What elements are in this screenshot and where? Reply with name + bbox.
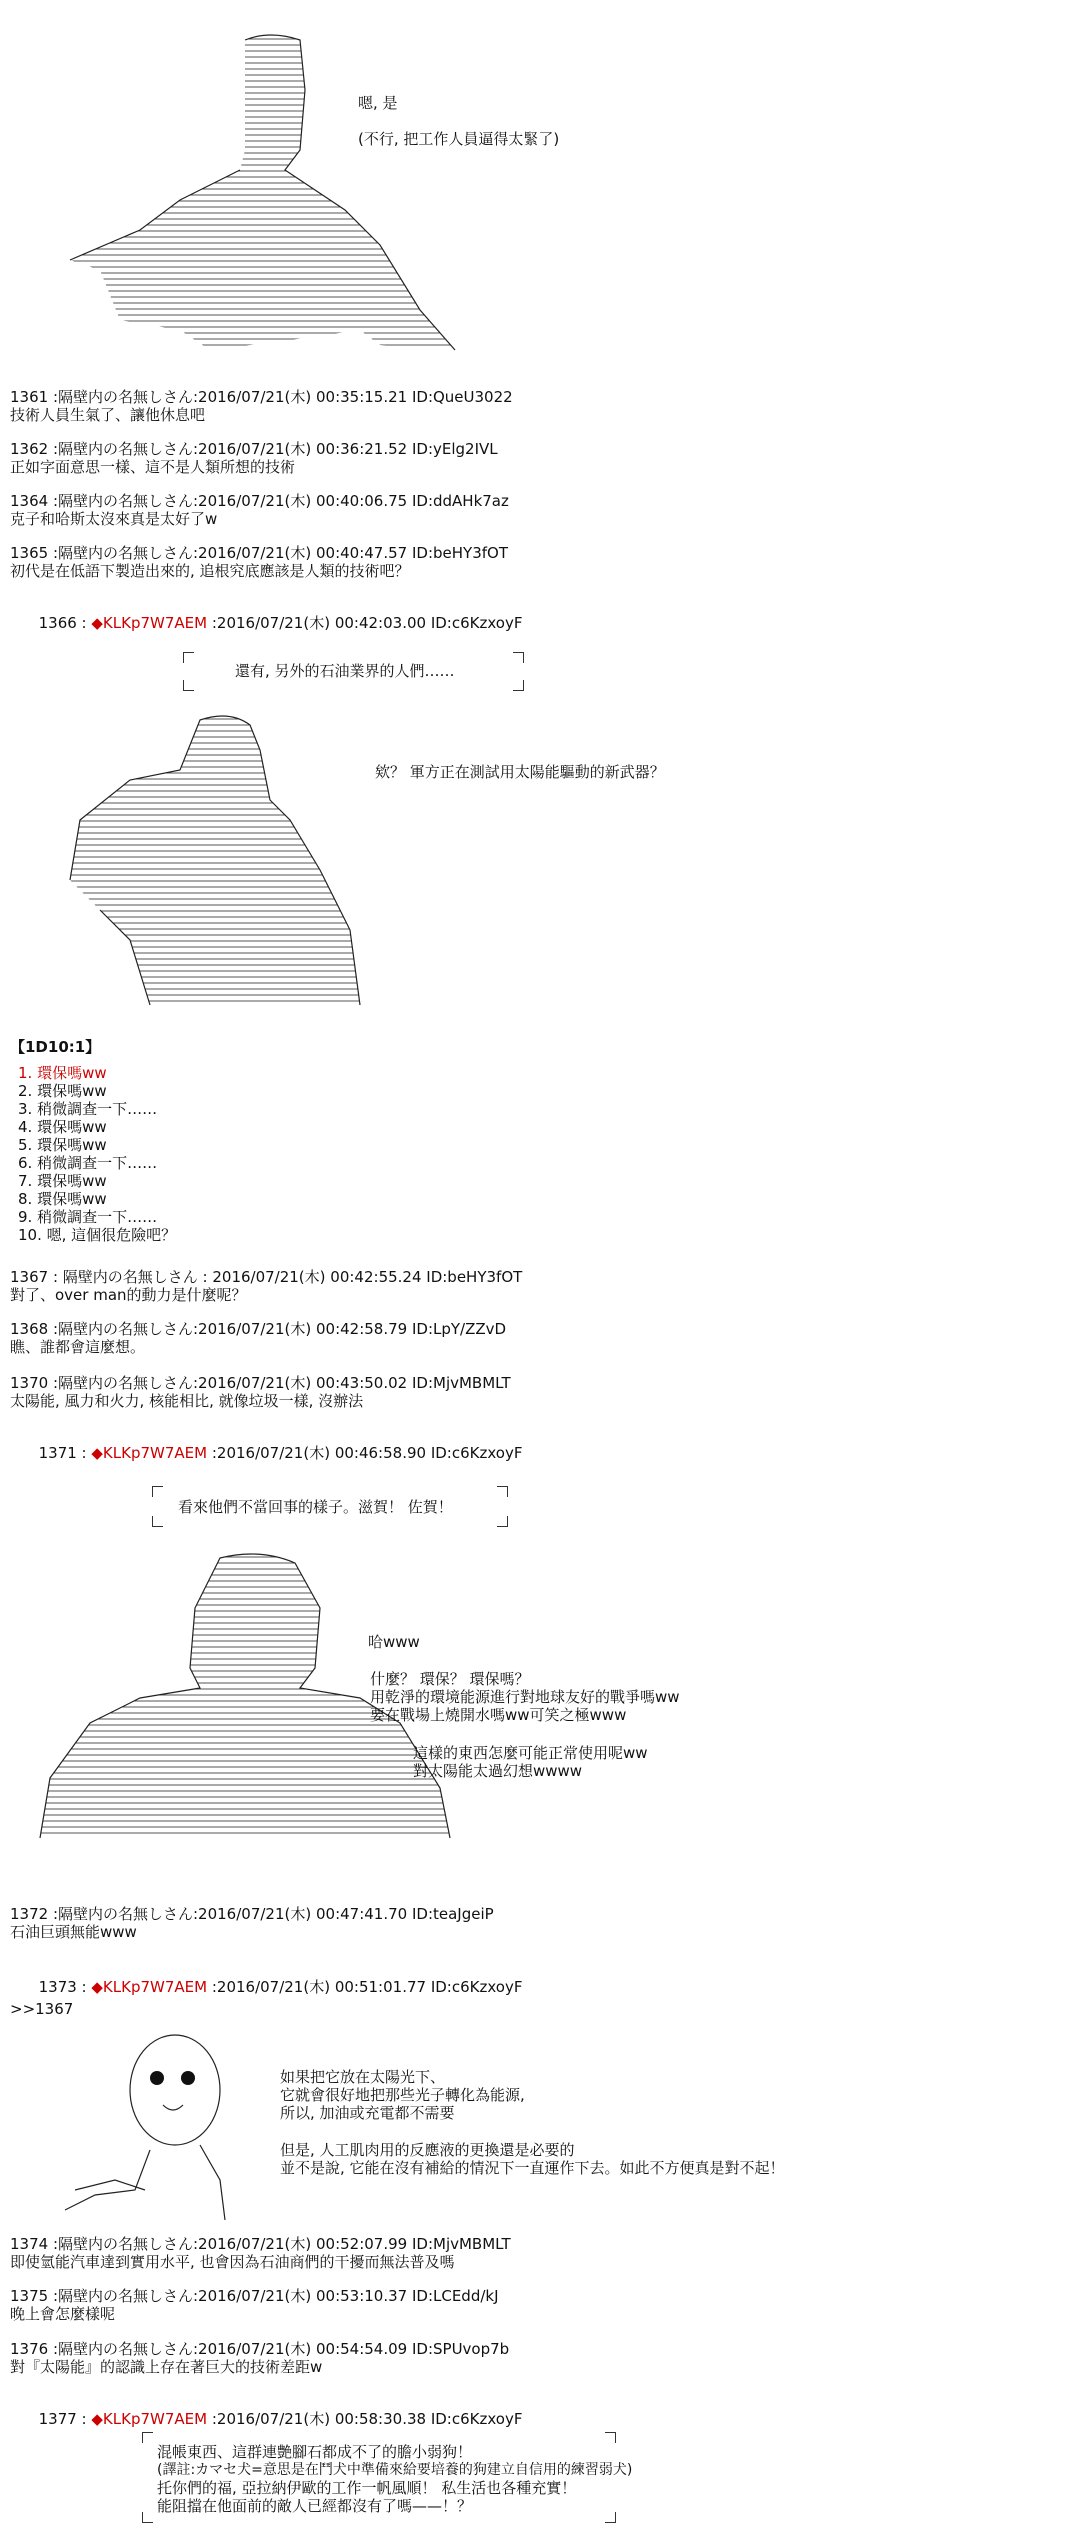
dialogue-line: (不行, 把工作人員逼得太緊了) [358, 130, 560, 148]
post-1377 [10, 2392, 522, 2446]
dialogue-line: 嗯, 是 [358, 94, 398, 112]
post-1365 [10, 544, 508, 580]
post-body: 即使氫能汽車達到實用水平, 也會因為石油商們的干擾而無法普及嗎 [10, 2253, 455, 2271]
post-1364 [10, 492, 509, 528]
dialogue-line: 對太陽能太過幻想wwww [413, 1762, 583, 1780]
dialogue-line: 它就會很好地把那些光子轉化為能源, [280, 2086, 525, 2104]
post-body: 對了、over man的動力是什麼呢？ [10, 1286, 247, 1304]
dialogue-line: 什麼？ 環保？ 環保嗎？ [370, 1670, 530, 1688]
bracket-corner [183, 652, 194, 663]
dialogue-line: 所以, 加油或充電都不需要 [280, 2104, 455, 2122]
poll-item: 2. 環保嗎ww [18, 1082, 107, 1100]
post-meta: :2016/07/21(木) 00:51:01.77 ID:c6KzxoyF [207, 1978, 523, 1996]
post-header: 1372 :隔壁内の名無しさん:2016/07/21(木) 00:47:41.70 ID:teaJgeiP [10, 1905, 494, 1923]
post-header: 1376 :隔壁内の名無しさん:2016/07/21(木) 00:54:54.09 ID:SPUvop7b [10, 2340, 510, 2358]
bracket-corner [152, 1486, 163, 1497]
post-meta: :2016/07/21(木) 00:58:30.38 ID:c6KzxoyF [207, 2410, 523, 2428]
post-body: 初代是在低語下製造出來的, 追根究底應該是人類的技術吧？ [10, 562, 410, 580]
post-header: 1364 :隔壁内の名無しさん:2016/07/21(木) 00:40:06.75 ID:ddAHk7az [10, 492, 509, 510]
poll-item: 7. 環保嗎ww [18, 1172, 107, 1190]
post-1376 [10, 2340, 509, 2376]
dialogue-line: 能阻擋在他面前的敵人已經都沒有了嗎——！？ [157, 2497, 473, 2515]
post-1361 [10, 388, 513, 424]
dialogue-line: 但是, 人工肌肉用的反應液的更換還是必要的 [280, 2141, 575, 2159]
ascii-art-figure-2 [60, 710, 400, 1010]
post-1371 [10, 1426, 522, 1480]
post-1367 [10, 1268, 522, 1304]
poll-item: 1. 環保嗎ww [18, 1064, 107, 1082]
post-header: 1362 :隔壁内の名無しさん:2016/07/21(木) 00:36:21.52 ID:yElg2IVL [10, 440, 498, 458]
dialogue-line: 托你們的福, 亞拉納伊歐的工作一帆風順！ 私生活也各種充實！ [157, 2479, 577, 2497]
post-body: 晚上會怎麼樣呢 [10, 2305, 116, 2323]
poll-item: 5. 環保嗎ww [18, 1136, 107, 1154]
bracket-corner [513, 680, 524, 691]
poll-item: 9. 稍微調查一下…… [18, 1208, 158, 1226]
dialogue-line: (譯註:カマセ犬=意思是在鬥犬中準備來給要培養的狗建立自信用的練習弱犬) [157, 2462, 633, 2478]
post-1366 [10, 596, 522, 650]
bracket-corner [497, 1486, 508, 1497]
post-1372 [10, 1905, 494, 1941]
reply-link[interactable]: >>1367 [10, 2000, 74, 2018]
poll-block [10, 1038, 176, 1244]
ascii-art-figure-4 [55, 2020, 265, 2230]
post-number: 1371 : [38, 1444, 92, 1462]
trip-code[interactable]: KLKp7W7AEM [102, 614, 208, 632]
trip-diamond-icon: ◆ [91, 2410, 103, 2428]
post-header: 1365 :隔壁内の名無しさん:2016/07/21(木) 00:40:47.57 ID:beHY3fOT [10, 544, 508, 562]
post-number: 1373 : [38, 1978, 92, 1996]
bracket-corner [142, 2512, 153, 2523]
trip-diamond-icon: ◆ [91, 614, 103, 632]
post-1370 [10, 1374, 511, 1410]
post-body: 石油巨頭無能www [10, 1923, 137, 1941]
post-number: 1366 : [38, 614, 92, 632]
post-number: 1377 : [38, 2410, 92, 2428]
bracket-corner [142, 2432, 153, 2443]
bracket-corner [497, 1516, 508, 1527]
bracket-corner [183, 680, 194, 691]
dialogue-line: 用乾淨的環境能源進行對地球友好的戰爭嗎ww [370, 1688, 680, 1706]
dialogue-line: 哈www [368, 1633, 420, 1651]
post-1368 [10, 1320, 506, 1356]
dialogue-line: 這樣的東西怎麼可能正常使用呢ww [413, 1744, 648, 1762]
post-header: 1361 :隔壁内の名無しさん:2016/07/21(木) 00:35:15.21 ID:QueU3022 [10, 388, 513, 406]
bracket-corner [513, 652, 524, 663]
post-meta: :2016/07/21(木) 00:46:58.90 ID:c6KzxoyF [207, 1444, 523, 1462]
post-body: 對『太陽能』的認識上存在著巨大的技術差距w [10, 2358, 323, 2376]
post-body: 正如字面意思一樣、這不是人類所想的技術 [10, 458, 296, 476]
post-meta: :2016/07/21(木) 00:42:03.00 ID:c6KzxoyF [207, 614, 523, 632]
trip-code[interactable]: KLKp7W7AEM [102, 1978, 208, 1996]
trip-diamond-icon: ◆ [91, 1444, 103, 1462]
trip-code[interactable]: KLKp7W7AEM [102, 2410, 208, 2428]
post-1374 [10, 2235, 511, 2271]
trip-diamond-icon: ◆ [91, 1978, 103, 1996]
poll-item: 4. 環保嗎ww [18, 1118, 107, 1136]
dialogue-line: 看來他們不當回事的樣子。滋賀！ 佐賀！ [178, 1498, 453, 1516]
dialogue-line: 並不是說, 它能在沒有補給的情況下一直運作下去。如此不方便真是對不起！ [280, 2159, 785, 2177]
post-1373 [10, 1960, 522, 2014]
dialogue-line: 如果把它放在太陽光下、 [280, 2068, 446, 2086]
dialogue-line: 要在戰場上燒開水嗎ww可笑之極www [370, 1706, 627, 1724]
post-body: 克子和哈斯太沒來真是太好了w [10, 510, 218, 528]
post-header: 1374 :隔壁内の名無しさん:2016/07/21(木) 00:52:07.99 ID:MjvMBMLT [10, 2235, 511, 2253]
poll-title: 【1D10:1】 [10, 1038, 101, 1056]
post-body: 太陽能, 風力和火力, 核能相比, 就像垃圾一樣, 沒辦法 [10, 1392, 364, 1410]
post-header: 1368 :隔壁内の名無しさん:2016/07/21(木) 00:42:58.79 ID:LpY/ZZvD [10, 1320, 507, 1338]
post-1362 [10, 440, 498, 476]
poll-item: 8. 環保嗎ww [18, 1190, 107, 1208]
bracket-corner [152, 1516, 163, 1527]
bracket-corner [605, 2512, 616, 2523]
bracket-corner [605, 2432, 616, 2443]
trip-code[interactable]: KLKp7W7AEM [102, 1444, 208, 1462]
poll-item: 6. 稍微調查一下…… [18, 1154, 158, 1172]
post-header: 1367 : 隔壁内の名無しさん : 2016/07/21(木) 00:42:55.24 ID:beHY3fOT [10, 1268, 523, 1286]
dialogue-line: 混帳東西、這群連艶腳石都成不了的膽小弱狗！ [157, 2443, 473, 2461]
dialogue-line: 還有, 另外的石油業界的人們…… [235, 662, 455, 680]
ascii-art-figure-1 [60, 30, 510, 360]
post-header: 1375 :隔壁内の名無しさん:2016/07/21(木) 00:53:10.37 ID:LCEdd/kJ [10, 2287, 499, 2305]
post-body: 技術人員生氣了、讓他休息吧 [10, 406, 206, 424]
poll-item: 10. 嗯, 這個很危險吧？ [18, 1226, 177, 1244]
post-body: 瞧、誰都會這麼想。 [10, 1338, 146, 1356]
post-header: 1370 :隔壁内の名無しさん:2016/07/21(木) 00:43:50.02 ID:MjvMBMLT [10, 1374, 511, 1392]
dialogue-line: 欸？ 軍方正在測試用太陽能驅動的新武器？ [375, 763, 665, 781]
post-1375 [10, 2287, 499, 2323]
poll-item: 3. 稍微調查一下…… [18, 1100, 158, 1118]
